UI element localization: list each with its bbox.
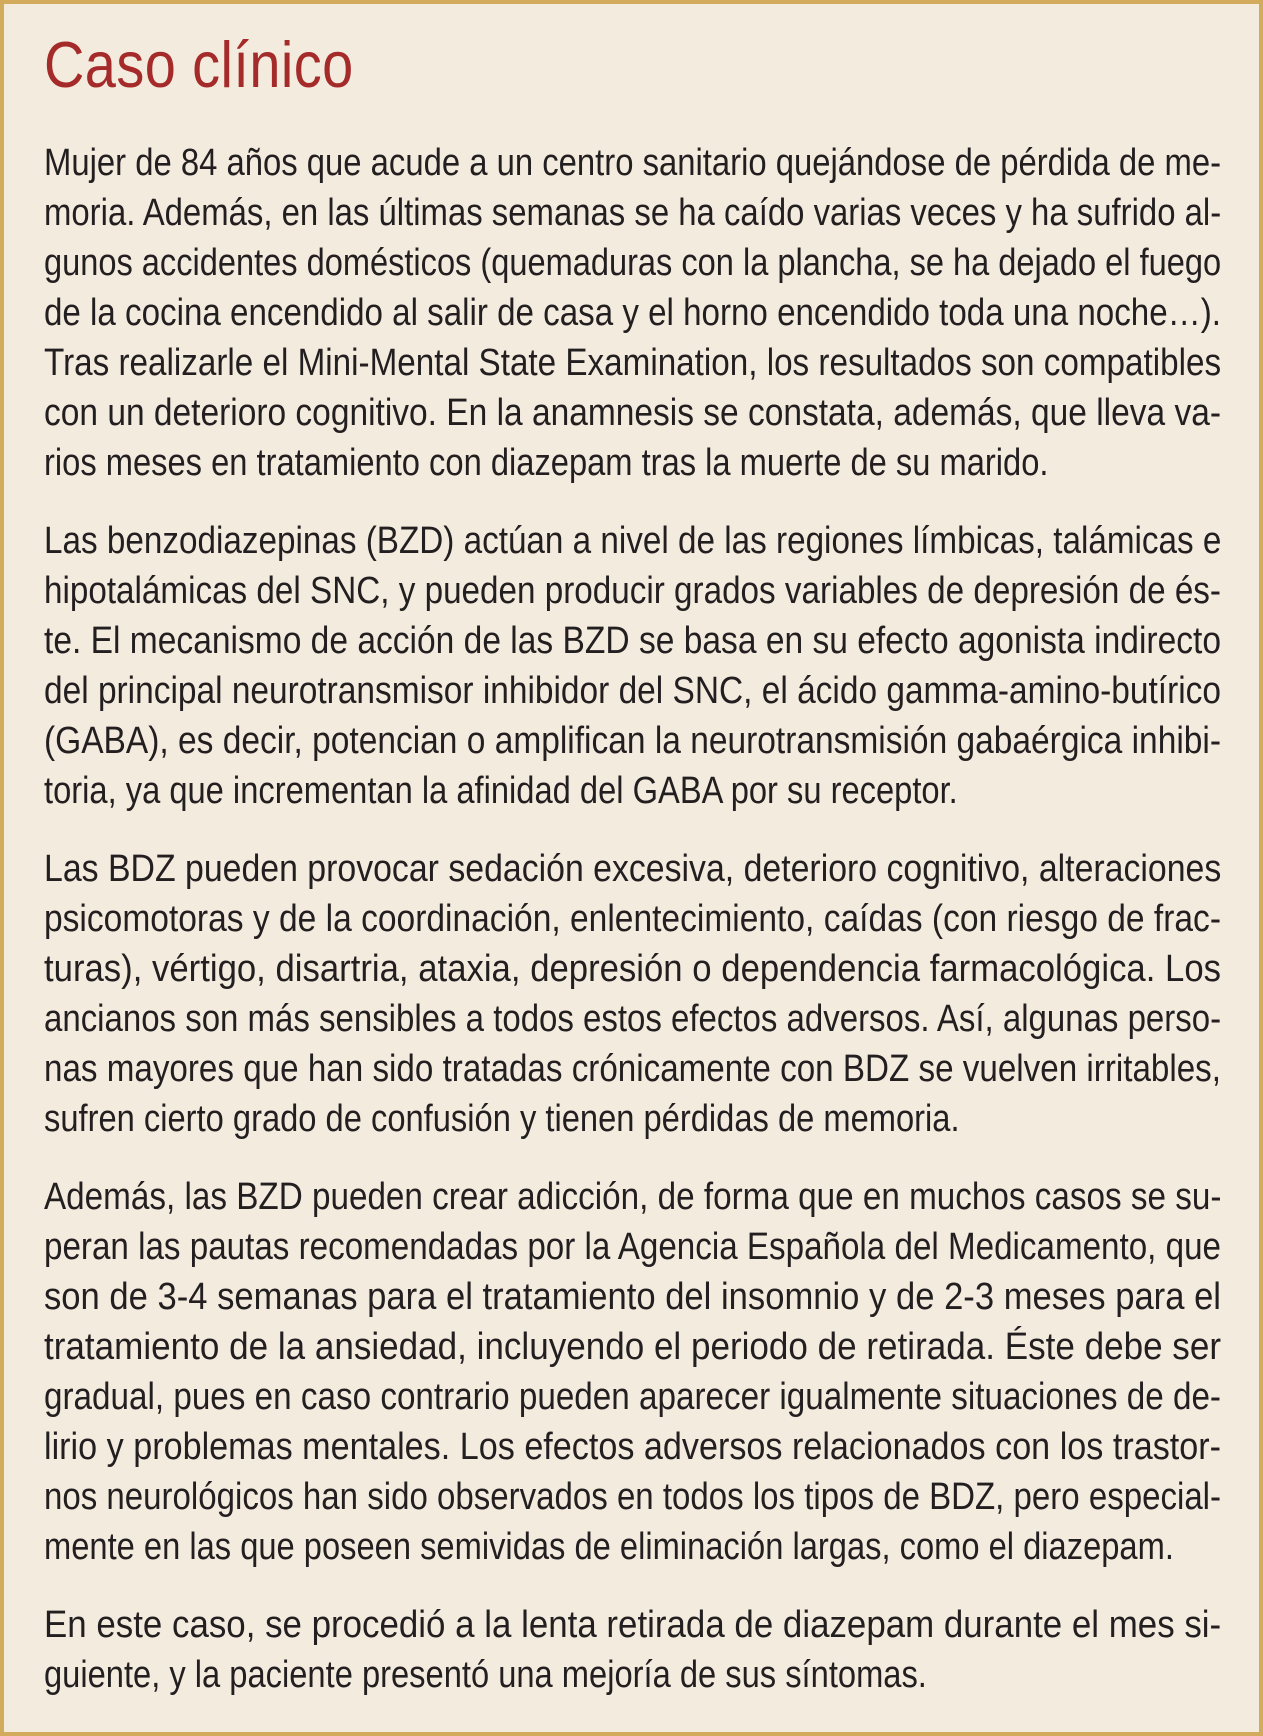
text-line: lirio y problemas mentales. Los efectos adversos relacionados con los trastor-	[44, 1426, 1221, 1468]
case-paragraph	[44, 138, 1221, 488]
text-line: peran las pautas recomendadas por la Agencia Española del Medicamento, que	[44, 1226, 1221, 1268]
case-paragraph	[44, 1172, 1221, 1572]
text-line: toria, ya que incrementan la afinidad del GABA por su receptor.	[44, 770, 958, 812]
text-line: (GABA), es decir, potencian o amplifican la neurotransmisión gabaérgica inhibi-	[44, 720, 1221, 762]
case-paragraph	[44, 516, 1221, 816]
case-paragraph	[44, 844, 1221, 1144]
text-line: te. El mecanismo de acción de las BZD se basa en su efecto agonista indirecto	[44, 620, 1221, 662]
text-line: tratamiento de la ansiedad, incluyendo el periodo de retirada. Éste debe ser	[44, 1326, 1221, 1368]
text-line: de la cocina encendido al salir de casa y el horno encendido toda una noche…).	[44, 292, 1221, 334]
text-line: gradual, pues en caso contrario pueden aparecer igualmente situaciones de de-	[44, 1376, 1221, 1418]
text-line: gunos accidentes domésticos (quemaduras con la plancha, se ha dejado el fuego	[44, 242, 1222, 284]
text-line: moria. Además, en las últimas semanas se ha caído varias veces y ha sufrido al-	[44, 192, 1222, 234]
text-line: nos neurológicos han sido observados en todos los tipos de BDZ, pero especial-	[44, 1476, 1222, 1518]
text-line: sufren cierto grado de confusión y tienen pérdidas de memoria.	[44, 1098, 960, 1140]
case-paragraph	[44, 1600, 1221, 1700]
text-line: ancianos son más sensibles a todos estos efectos adversos. Así, algunas perso-	[44, 998, 1222, 1040]
case-paragraphs	[44, 138, 1221, 1700]
text-line: rios meses en tratamiento con diazepam tras la muerte de su marido.	[44, 442, 1049, 484]
text-line: mente en las que poseen semividas de eliminación largas, como el diazepam.	[44, 1526, 1174, 1568]
text-line: guiente, y la paciente presentó una mejoría de sus síntomas.	[44, 1654, 927, 1696]
text-line: turas), vértigo, disartria, ataxia, depresión o dependencia farmacológica. Los	[44, 948, 1221, 990]
text-line: Además, las BZD pueden crear adicción, de forma que en muchos casos se su-	[44, 1176, 1222, 1218]
text-line: Las BDZ pueden provocar sedación excesiva, deterioro cognitivo, alteraciones	[44, 848, 1222, 890]
text-line: son de 3-4 semanas para el tratamiento del insomnio y de 2-3 meses para el	[44, 1276, 1221, 1318]
text-line: psicomotoras y de la coordinación, enlentecimiento, caídas (con riesgo de frac-	[44, 898, 1221, 940]
text-line: nas mayores que han sido tratadas crónicamente con BDZ se vuelven irritables,	[44, 1048, 1221, 1090]
text-line: Mujer de 84 años que acude a un centro sanitario quejándose de pérdida de me-	[44, 142, 1221, 184]
text-line: Las benzodiazepinas (BZD) actúan a nivel de las regiones límbicas, talámicas e	[44, 520, 1222, 562]
case-title: Caso clínico	[44, 28, 354, 101]
text-line: con un deterioro cognitivo. En la anamnesis se constata, además, que lleva va-	[44, 392, 1221, 434]
text-line: En este caso, se procedió a la lenta retirada de diazepam durante el mes si-	[44, 1604, 1222, 1646]
text-line: del principal neurotransmisor inhibidor del SNC, el ácido gamma-amino-butírico	[44, 670, 1221, 712]
text-line: hipotalámicas del SNC, y pueden producir grados variables de depresión de és-	[44, 570, 1221, 612]
text-line: Tras realizarle el Mini-Mental State Examination, los resultados son compatibles	[44, 342, 1222, 384]
